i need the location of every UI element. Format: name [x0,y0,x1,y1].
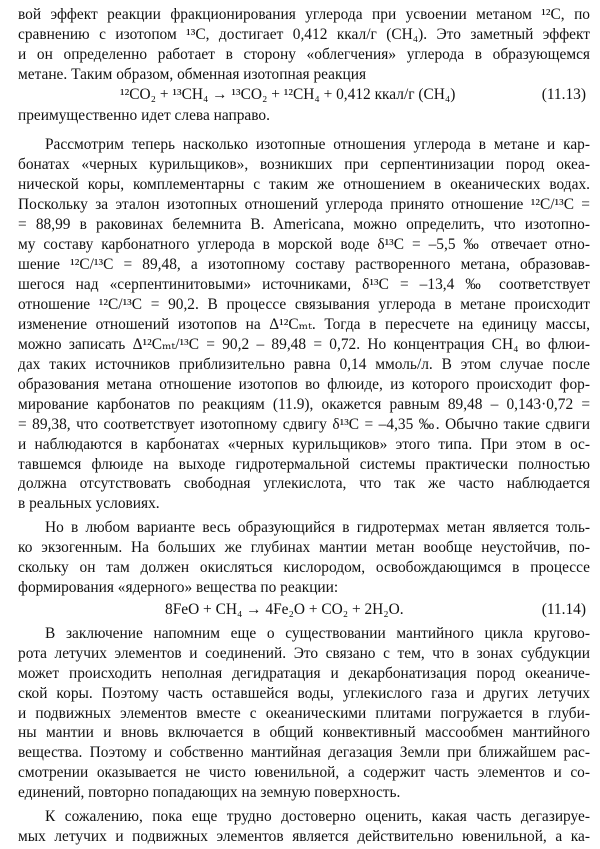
text-line: тавшемся флюиде на выходе гидротермальной системы практически полностью [18,455,590,473]
text-line: шегося над «серпентинитовыми» источниками, δ¹³C = –13,4 ‰ соответствует [18,275,590,293]
text-line: ны мантии и вновь включается в общий конвективный массообмен мантийного [18,724,590,742]
equation-number: (11.13) [541,85,586,103]
text-line: отношение ¹²C/¹³C = 90,2. В процессе связывания углерода в метане происходит [18,295,590,313]
text-line: ской коры. Поэтому часть оставшейся воды, углекислого газа и других летучих [18,684,590,702]
text-line: шение ¹²C/¹³C = 89,48, а изотопному составу растворенного метана, образовав- [18,255,590,273]
text-line: сравнению с изотопом ¹³C, достигает 0,412 ккал/г (CH₄). Это заметный эффект [18,26,590,43]
text-line: дах таких источников приблизительно равна 0,14 ммоль/л. В этом случае после [18,355,590,373]
text-line: В заключение напомним еще о существовании мантийного цикла кругово- [45,624,590,642]
text-line: преимущественно идет слева направо. [18,106,270,124]
text-line: нической коры, комплементарны с таким же отношением в океанических водах. [18,176,590,194]
text-line: му составу карбонатного углерода в морской воде δ¹³C = –5,5 ‰ отвечает отно- [18,236,590,253]
text-line: и он определенно работает в сторону «облегчения» углерода в образующемся [18,45,590,63]
text-line: мирование карбонатов по реакциям (11.9), окажется равным 89,48 – 0,143·0,72 = [18,395,590,413]
text-line: и подвижных элементов вместе с океаническими плитами погружается в глуби- [18,704,590,722]
text-line: Поскольку за эталон изотопных отношений углерода принято отношение ¹²C/¹³C = [18,196,590,214]
text-line: рота летучих элементов и соединений. Это связано с тем, что в зонах субдукции [18,644,590,662]
text-line: смотрении оказывается не чисто ювенильной, а содержит часть элементов и со- [18,764,590,782]
text-line: метане. Таким образом, обменная изотопная реакция [18,65,367,83]
text-line: Но в любом варианте весь образующийся в гидротермах метан является толь- [45,519,590,537]
text-line: бонатах «черных курильщиков», возникших при серпентинизации пород океа- [18,156,590,174]
text-line: скольку он там должен окисляться кислородом, освобождающимся в процессе [18,559,590,577]
text-line: образования метана отношение изотопов во флюиде, из которого происходит фор- [18,375,590,393]
text-line: должна отсутствовать свободная углекислота, что так же часто наблюдается [18,475,590,493]
text-line: Рассмотрим теперь насколько изотопные отношения углерода в метане и кар- [45,136,590,154]
text-line: в реальных условиях. [18,495,160,513]
text-line: и наблюдаются в карбонатах «черных курильщиков» этого типа. При этом в ос- [18,435,590,453]
text-line: К сожалению, пока еще трудно достоверно оценить, какая часть дегазируе- [45,808,590,825]
text-line: может происходить неполная дегидратация и декарбонатизация пород океаниче- [18,664,590,682]
equation-11-14: 8FeO + CH₄ → 4Fe₂O + CO₂ + 2H₂O. [165,600,404,618]
text-line: формирования «ядерного» вещества по реакции: [18,579,339,596]
equation-number: (11.14) [541,600,586,618]
text-line: = 89,38, что соответствует изотопному сдвигу δ¹³C = –4,35 ‰. Обычно такие сдвиги [18,415,590,433]
text-line: ко экзогенным. На больших же глубинах мантии метан вообще неустойчив, по- [18,539,590,557]
text-line: можно записать Δ¹²Cₘₜ/¹³C = 90,2 – 89,48 = 0,72. Но концентрация CH₄ во флюи- [18,335,590,353]
text-line: мых летучих и подвижных элементов является действительно ювенильной, а ка- [18,828,590,845]
text-line: = 88,99 в раковинах белемнита B. Americana, можно определить, что изотопно- [18,216,590,233]
text-line: вой эффект реакции фракционирования углерода при усвоении метаном ¹²C, по [18,6,590,23]
text-line: изменение отношений изотопов на Δ¹²Cₘₜ. Тогда в пересчете на единицу массы, [18,315,590,333]
text-line: вещества. Поэтому и собственно мантийная дегазация Земли при ближайшем рас- [18,744,590,762]
equation-11-13: ¹²CO₂ + ¹³CH₄ → ¹³CO₂ + ¹²CH₄ + 0,412 ккал/г (CH₄) [120,85,456,103]
text-line: единений, повторно попадающих на земную поверхность. [18,784,401,802]
